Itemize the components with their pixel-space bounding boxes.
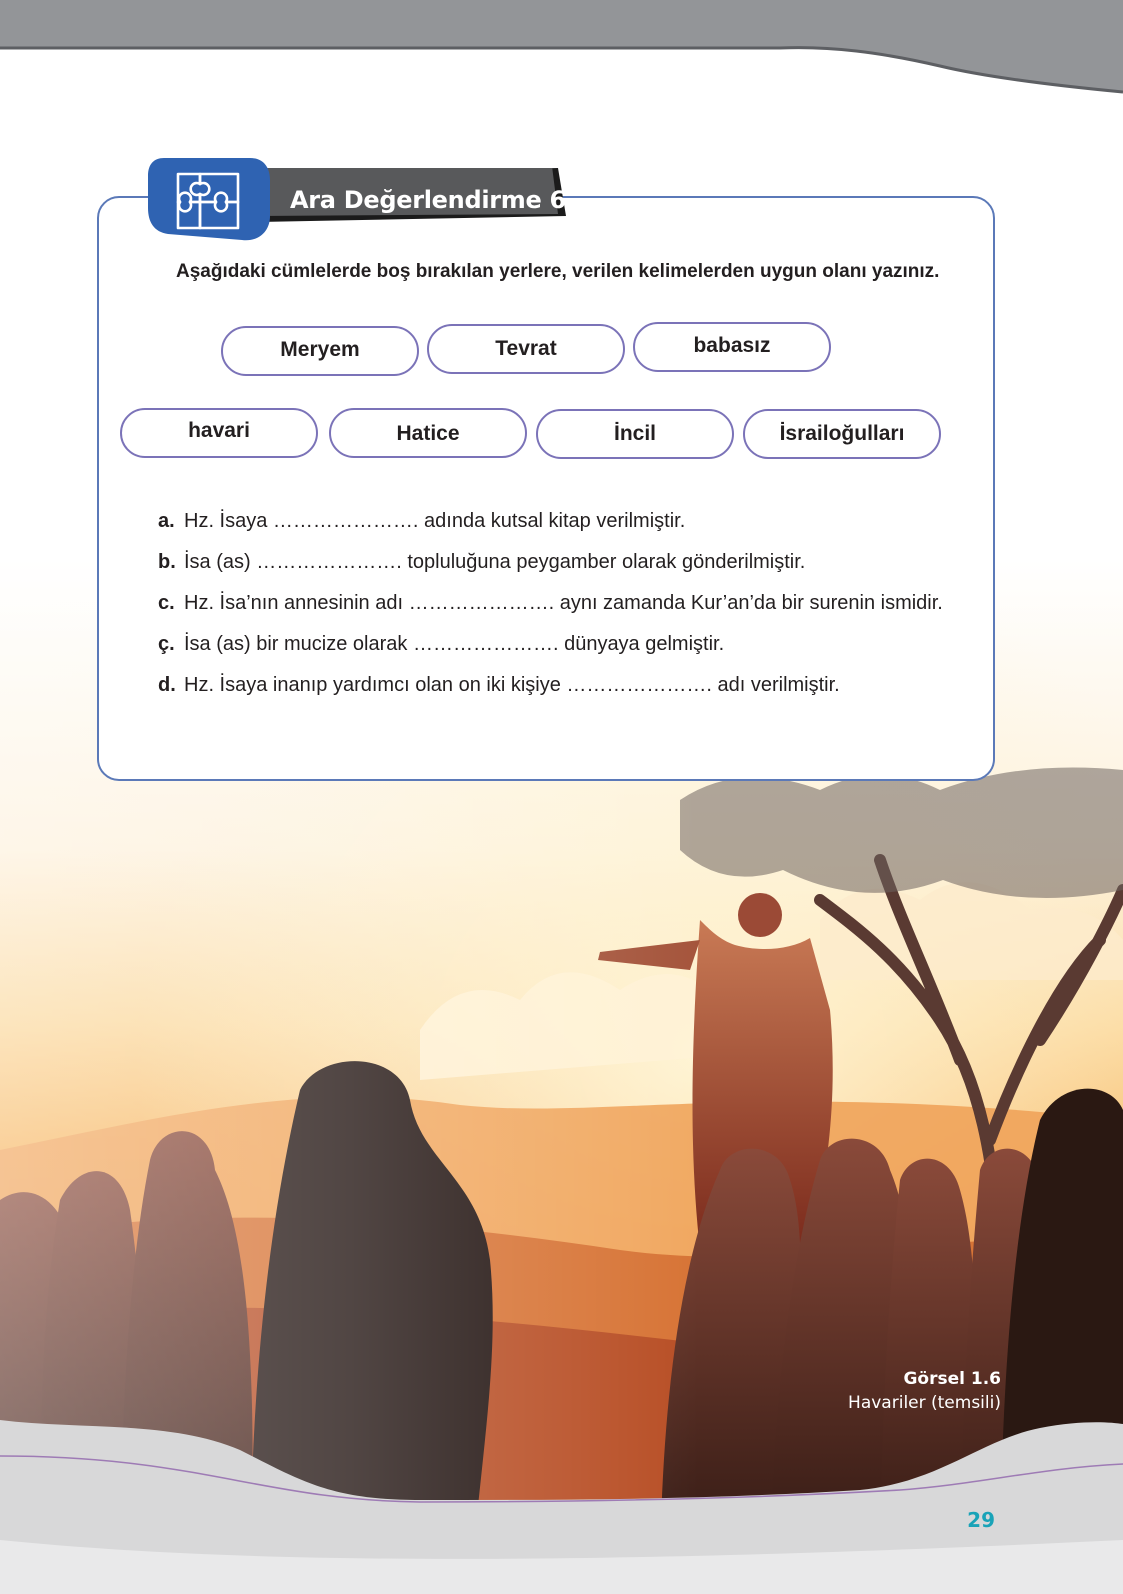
section-title: Ara Değerlendirme 6 [290, 186, 566, 214]
question-text: Hz. İsaya …………………. adında kutsal kitap verilmiştir. [184, 510, 686, 532]
question-text: Hz. İsa’nın annesinin adı …………………. aynı zamanda Kur’an’da bir surenin ismidir. [184, 592, 943, 614]
word-chip-tevrat: Tevrat [427, 324, 625, 374]
question-list [158, 506, 948, 711]
top-decorative-band [0, 0, 1123, 100]
word-chip-hatice: Hatice [329, 408, 527, 458]
word-chip-israilogullari: İsrailoğulları [743, 409, 941, 459]
question-letter: d. [158, 674, 176, 696]
question-letter: ç. [158, 633, 175, 655]
figure-caption-text: Havariler (temsili) [848, 1393, 1001, 1413]
question-item [158, 629, 948, 659]
word-chip-meryem: Meryem [221, 326, 419, 376]
question-text: İsa (as) bir mucize olarak …………………. dünyaya gelmiştir. [184, 633, 725, 655]
question-text: İsa (as) …………………. topluluğuna peygamber olarak gönderilmiştir. [184, 551, 806, 573]
figure-label: Görsel 1.6 [903, 1369, 1001, 1389]
question-item [158, 588, 948, 618]
figure-caption [848, 1367, 1001, 1415]
bottom-decorative-band [0, 1420, 1123, 1594]
word-chip-incil: İncil [536, 409, 734, 459]
question-item [158, 506, 948, 536]
question-letter: c. [158, 592, 175, 614]
instruction-text: Aşağıdaki cümlelerde boş bırakılan yerlere, verilen kelimelerden uygun olanı yazınız. [176, 261, 940, 282]
question-text: Hz. İsaya inanıp yardımcı olan on iki kişiye …………………. adı verilmiştir. [184, 674, 840, 696]
question-letter: a. [158, 510, 175, 532]
puzzle-icon [146, 154, 274, 244]
question-item [158, 670, 948, 700]
word-chip-babasiz: babasız [633, 322, 831, 372]
page-number: 29 [967, 1508, 995, 1532]
word-chip-havari: havari [120, 408, 318, 458]
question-letter: b. [158, 551, 176, 573]
question-item [158, 547, 948, 577]
